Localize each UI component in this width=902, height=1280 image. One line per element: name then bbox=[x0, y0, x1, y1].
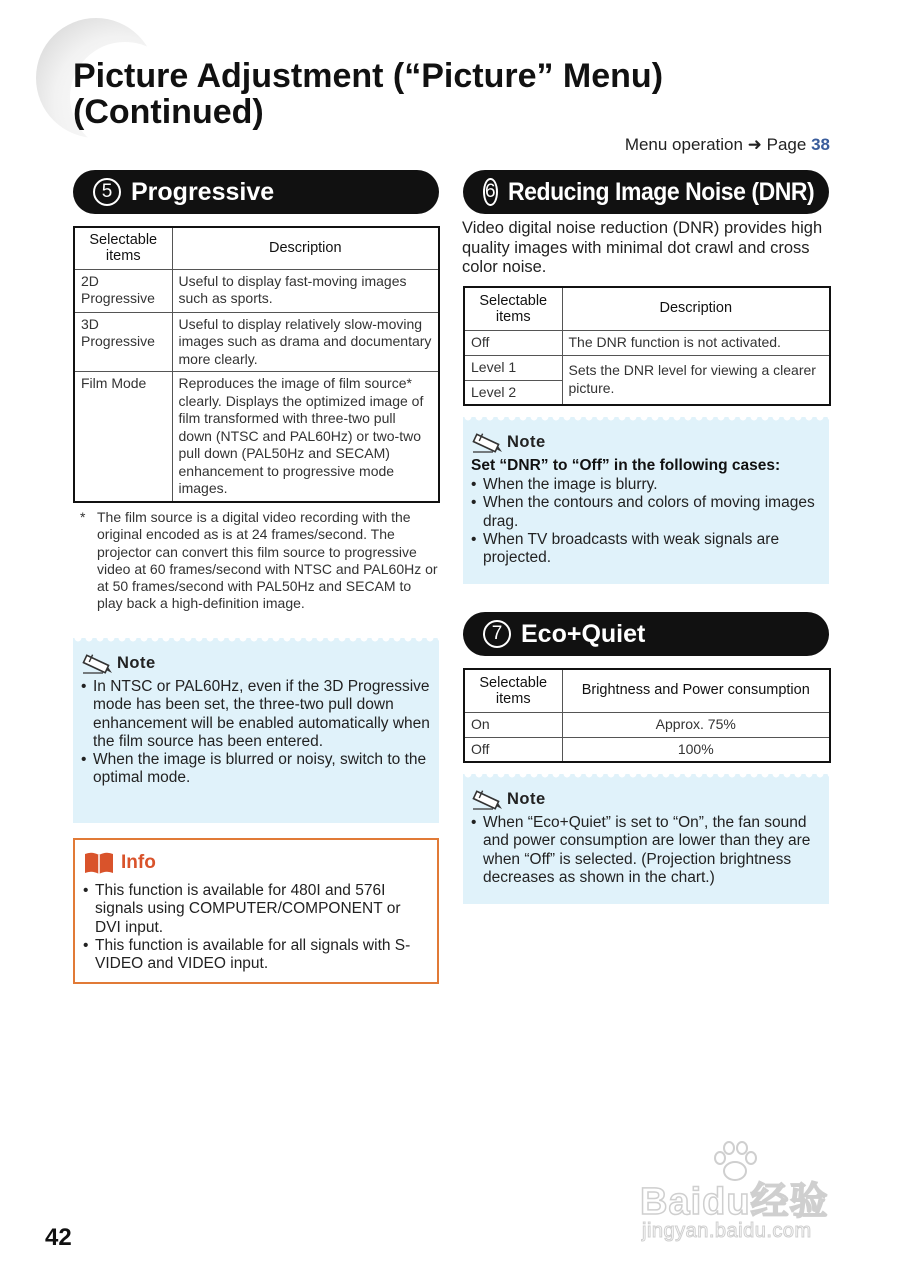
table-header-row bbox=[464, 287, 830, 330]
section-title: Reducing Image Noise (DNR) bbox=[507, 177, 814, 206]
section-header-dnr bbox=[463, 170, 829, 214]
watermark-logo: Baidu经验 bbox=[640, 1181, 829, 1223]
list-item: • When TV broadcasts with weak signals are projected. bbox=[471, 531, 821, 568]
progressive-table bbox=[73, 226, 440, 503]
progressive-note-box bbox=[73, 638, 439, 823]
section-header-progressive bbox=[73, 170, 439, 214]
info-heading bbox=[83, 850, 427, 876]
pencil-icon bbox=[81, 652, 115, 674]
watermark-url: jingyan.baidu.com bbox=[642, 1220, 812, 1242]
info-bullets bbox=[83, 882, 427, 973]
info-heading-label: Info bbox=[121, 852, 156, 873]
table-cell-value: Approx. 75% bbox=[562, 712, 830, 737]
section-number-badge: 7 bbox=[483, 620, 511, 648]
column-header: Selectable items bbox=[464, 287, 562, 330]
footnote-marker: * bbox=[80, 509, 86, 525]
table-row bbox=[464, 737, 830, 762]
table-cell-item: Off bbox=[464, 330, 562, 355]
section-number-badge: 6 bbox=[483, 178, 498, 206]
table-cell-item: Level 1 bbox=[464, 355, 562, 380]
note-heading-label: Note bbox=[507, 432, 546, 451]
table-cell-desc: Useful to display relatively slow-moving images such as drama and documentary more clearly. bbox=[172, 312, 439, 372]
table-header-row bbox=[464, 669, 830, 712]
column-header: Selectable items bbox=[74, 227, 172, 269]
section-header-eco-quiet bbox=[463, 612, 829, 656]
column-header: Description bbox=[562, 287, 830, 330]
table-cell-item: 2D Progressive bbox=[74, 269, 172, 312]
table-row bbox=[464, 330, 830, 355]
page-title bbox=[73, 58, 773, 130]
info-box bbox=[73, 838, 439, 984]
list-item: • When the contours and colors of moving images drag. bbox=[471, 494, 821, 531]
section-title: Progressive bbox=[131, 177, 275, 206]
list-item: • When the image is blurry. bbox=[471, 476, 821, 494]
page-number: 42 bbox=[45, 1224, 72, 1251]
table-row bbox=[74, 269, 439, 312]
list-item: • This function is available for 480I and 576I signals using COMPUTER/COMPONENT or DVI input. bbox=[83, 882, 427, 937]
menu-operation-label: Menu operation ➜ Page bbox=[624, 135, 812, 154]
note-heading-label: Note bbox=[507, 789, 546, 808]
table-cell-value: 100% bbox=[562, 737, 830, 762]
section-number-badge: 5 bbox=[93, 178, 121, 206]
table-row bbox=[464, 712, 830, 737]
list-item: • When “Eco+Quiet” is set to “On”, the fan sound and power consumption are lower than they are when “Off” is selected. (Projection brightness decreases as shown in the chart.) bbox=[471, 814, 821, 887]
table-cell-desc: Useful to display fast-moving images such as sports. bbox=[172, 269, 439, 312]
note-bullets bbox=[81, 678, 431, 788]
list-item: • In NTSC or PAL60Hz, even if the 3D Progressive mode has been set, the three-two pull down enhancement will be enabled automatically when the film source has been entered. bbox=[81, 678, 431, 751]
eco-quiet-note-box bbox=[463, 774, 829, 904]
dnr-note-box bbox=[463, 417, 829, 584]
footnote-text: The film source is a digital video recording with the original encoded as is at 24 frames/second. The projector can convert this film source to progressive video at 60 frames/second with NTSC and PAL60Hz or at 50 frames/second with PAL50Hz and SECAM to play back a high-definition image. bbox=[97, 509, 438, 612]
table-row bbox=[464, 355, 830, 380]
note-bullets bbox=[471, 476, 821, 567]
book-icon bbox=[83, 850, 115, 876]
table-cell-item: Film Mode bbox=[74, 372, 172, 502]
pencil-icon bbox=[471, 788, 505, 810]
table-cell-item: On bbox=[464, 712, 562, 737]
column-header: Brightness and Power consumption bbox=[562, 669, 830, 712]
pencil-icon bbox=[471, 431, 505, 453]
page-title-line2: (Continued) bbox=[73, 93, 264, 131]
note-heading bbox=[81, 652, 431, 674]
note-heading bbox=[471, 788, 821, 810]
column-header: Selectable items bbox=[464, 669, 562, 712]
dnr-intro-text: Video digital noise reduction (DNR) provides high quality images with minimal dot crawl and cross color noise. bbox=[462, 219, 823, 276]
section-title: Eco+Quiet bbox=[521, 619, 646, 648]
page-title-line1: Picture Adjustment (“Picture” Menu) bbox=[73, 57, 664, 95]
table-row bbox=[74, 312, 439, 372]
watermark bbox=[640, 1140, 860, 1250]
note-subheading: Set “DNR” to “Off” in the following cases: bbox=[471, 457, 781, 474]
table-header-row bbox=[74, 227, 439, 269]
table-cell-item: Off bbox=[464, 737, 562, 762]
table-cell-desc: Reproduces the image of film source* clearly. Displays the optimized image of film transformed with three-two pull down (NTSC and PAL60Hz) or two-two pull down (PAL50Hz and SECAM) enhancement to progressive mode images. bbox=[172, 372, 439, 502]
eco-quiet-table bbox=[463, 668, 831, 763]
column-header: Description bbox=[172, 227, 439, 269]
list-item: • This function is available for all signals with S-VIDEO and VIDEO input. bbox=[83, 937, 427, 974]
menu-page-link[interactable]: 38 bbox=[811, 135, 830, 154]
note-heading-label: Note bbox=[117, 653, 156, 672]
table-cell-item: 3D Progressive bbox=[74, 312, 172, 372]
note-heading bbox=[471, 431, 821, 453]
note-bullets bbox=[471, 814, 821, 887]
list-item: • When the image is blurred or noisy, switch to the optimal mode. bbox=[81, 751, 431, 788]
table-cell-item: Level 2 bbox=[464, 380, 562, 405]
film-source-footnote bbox=[80, 509, 440, 613]
table-cell-desc: The DNR function is not activated. bbox=[562, 330, 830, 355]
menu-operation-reference bbox=[625, 135, 830, 155]
table-cell-desc: Sets the DNR level for viewing a clearer picture. bbox=[562, 355, 830, 405]
dnr-table bbox=[463, 286, 831, 406]
table-row bbox=[74, 372, 439, 502]
